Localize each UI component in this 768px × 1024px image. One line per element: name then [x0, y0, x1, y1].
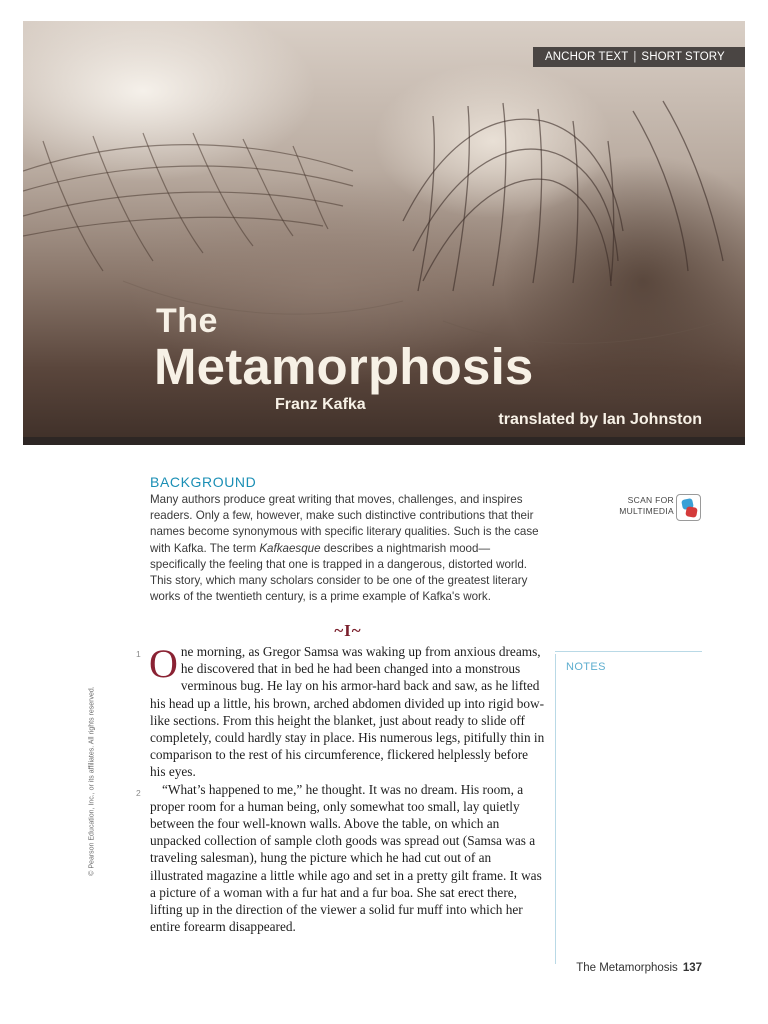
scan-label-line2: MULTIMEDIA	[619, 506, 674, 516]
translator-credit: translated by Ian Johnston	[498, 411, 702, 428]
story-text	[150, 643, 546, 935]
page-number: 137	[682, 962, 702, 974]
paragraph-number-1: 1	[136, 649, 141, 659]
tag-separator: |	[633, 51, 637, 63]
hero-bottom-band	[23, 437, 745, 445]
hero-banner	[23, 21, 745, 445]
drop-cap: O	[149, 641, 178, 686]
genre-tag	[533, 47, 745, 67]
page-title: Metamorphosis	[154, 338, 534, 395]
tag-short-story: SHORT STORY	[641, 51, 725, 63]
kafkaesque-term: Kafkaesque	[259, 541, 321, 555]
author-name: Franz Kafka	[275, 396, 366, 413]
paragraph-number-2: 2	[136, 788, 141, 798]
multimedia-scan-icon[interactable]	[676, 494, 701, 521]
story-paragraph-1	[150, 643, 546, 781]
footer-title: The Metamorphosis	[576, 962, 678, 974]
background-text-end: describes a nightmarish mood—specifically the feeling that one is trapped in a dangerous, distorted world. This story, which many scholars consider to be one of the greatest literary works of the twentieth century, is a prime example of Kafka's work.	[150, 541, 528, 604]
story-paragraph-1-text: ne morning, as Gregor Samsa was waking up from anxious dreams, he discovered that in bed he had been changed into a monstrous verminous bug. He lay on his armor-hard back and saw, as he lifted his head up a little, his brown, arched abdomen divided up into rigid bow-like sections. From this height the blanket, just about ready to slide off completely, could hardly stay in place. His numerous legs, pitifully thin in comparison to the rest of his circumference, flickered helplessly before his eyes.	[150, 644, 545, 780]
section-marker: ~I~	[334, 621, 362, 640]
notes-side-rule	[555, 654, 556, 964]
copyright-text: © Pearson Education, Inc., or its affiliates. All rights reserved.	[88, 686, 96, 876]
background-heading: BACKGROUND	[150, 474, 257, 490]
title-article: The	[156, 302, 218, 340]
tag-anchor-text: ANCHOR TEXT	[545, 51, 629, 63]
scan-icon-red-shape	[685, 506, 698, 518]
scan-label-line1: SCAN FOR	[627, 495, 674, 505]
background-paragraph	[150, 492, 545, 605]
page-footer	[576, 962, 702, 974]
notes-label: NOTES	[566, 661, 606, 673]
notes-top-rule	[555, 651, 702, 652]
background-text-start: Many authors produce great writing that moves, challenges, and inspires readers. Only a few, however, make such distinctive contributions that their names become synonymous with specific literary qualities. Such is the case with Kafka. The term	[150, 493, 539, 555]
story-paragraph-2: “What’s happened to me,” he thought. It was no dream. His room, a proper room for a human being, only somewhat too small, lay quietly between the four well-known walls. Above the table, on which an unpacked collection of sample cloth goods was spread out (Samsa was a traveling salesman), hung the picture which he had cut out of an illustrated magazine a little while ago and set in a pretty gilt frame. It was a picture of a woman with a fur hat and a fur boa. She sat erect there, lifting up in the direction of the viewer a solid fur muff into which her entire forearm disappeared.	[150, 781, 542, 935]
scan-for-multimedia-label[interactable]	[618, 495, 674, 517]
